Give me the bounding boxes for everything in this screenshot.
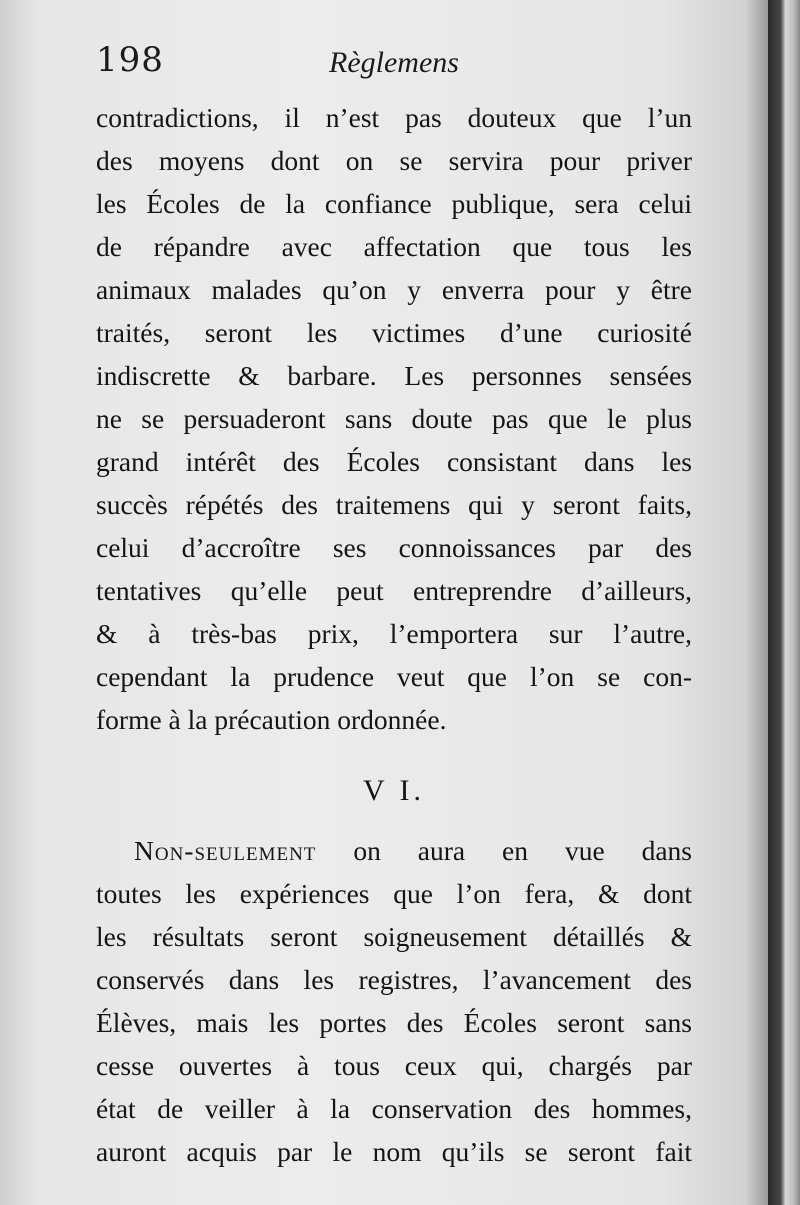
text-line: animaux malades qu’on y enverra pour y être (96, 274, 692, 305)
text-line: forme à la précaution ordonnée. (96, 704, 447, 735)
text-line: traités, seront les victimes d’une curiosité (96, 317, 692, 348)
text-line: indiscrette & barbare. Les personnes sensées (96, 360, 692, 391)
line-rest: on aura en vue dans (316, 835, 692, 866)
text-line: succès répétés des traitemens qui y seront faits, (96, 489, 692, 520)
text-line: celui d’accroître ses connoissances par des (96, 532, 692, 563)
text-line: les résultats seront soigneusement détaillés & (96, 921, 692, 952)
lead-words: Non-seulement (134, 835, 317, 866)
running-title: Règlemens (329, 46, 459, 79)
page-number: 198 (96, 40, 164, 80)
text-line: les Écoles de la confiance publique, sera celui (96, 188, 692, 219)
text-line: ne se persuaderont sans doute pas que le plus (96, 403, 692, 434)
text-line: état de veiller à la conservation des hommes, (96, 1093, 692, 1124)
page-edge (768, 0, 800, 1205)
text-line: Élèves, mais les portes des Écoles seront sans (96, 1007, 692, 1038)
text-line: contradictions, il n’est pas douteux que l’un (96, 102, 692, 133)
paragraph (96, 829, 692, 1173)
text-line: & à très-bas prix, l’emportera sur l’autre, (96, 618, 692, 649)
text-line: tentatives qu’elle peut entreprendre d’ailleurs, (96, 575, 692, 606)
paragraph (96, 96, 692, 741)
body-text (96, 96, 692, 1173)
text-line: toutes les expériences que l’on fera, & dont (96, 878, 692, 909)
text-line: cesse ouvertes à tous ceux qui, chargés par (96, 1050, 692, 1081)
text-line: des moyens dont on se servira pour priver (96, 145, 692, 176)
section-heading: V I. (362, 774, 426, 807)
text-line: cependant la prudence veut que l’on se con- (96, 661, 692, 692)
text-line: auront acquis par le nom qu’ils se seront fait (96, 1136, 692, 1167)
text-line (96, 829, 692, 872)
text-line: grand intérêt des Écoles consistant dans les (96, 446, 692, 477)
text-line: de répandre avec affectation que tous les (96, 231, 692, 262)
text-line: conservés dans les registres, l’avancement des (96, 964, 692, 995)
page-header (96, 40, 692, 88)
